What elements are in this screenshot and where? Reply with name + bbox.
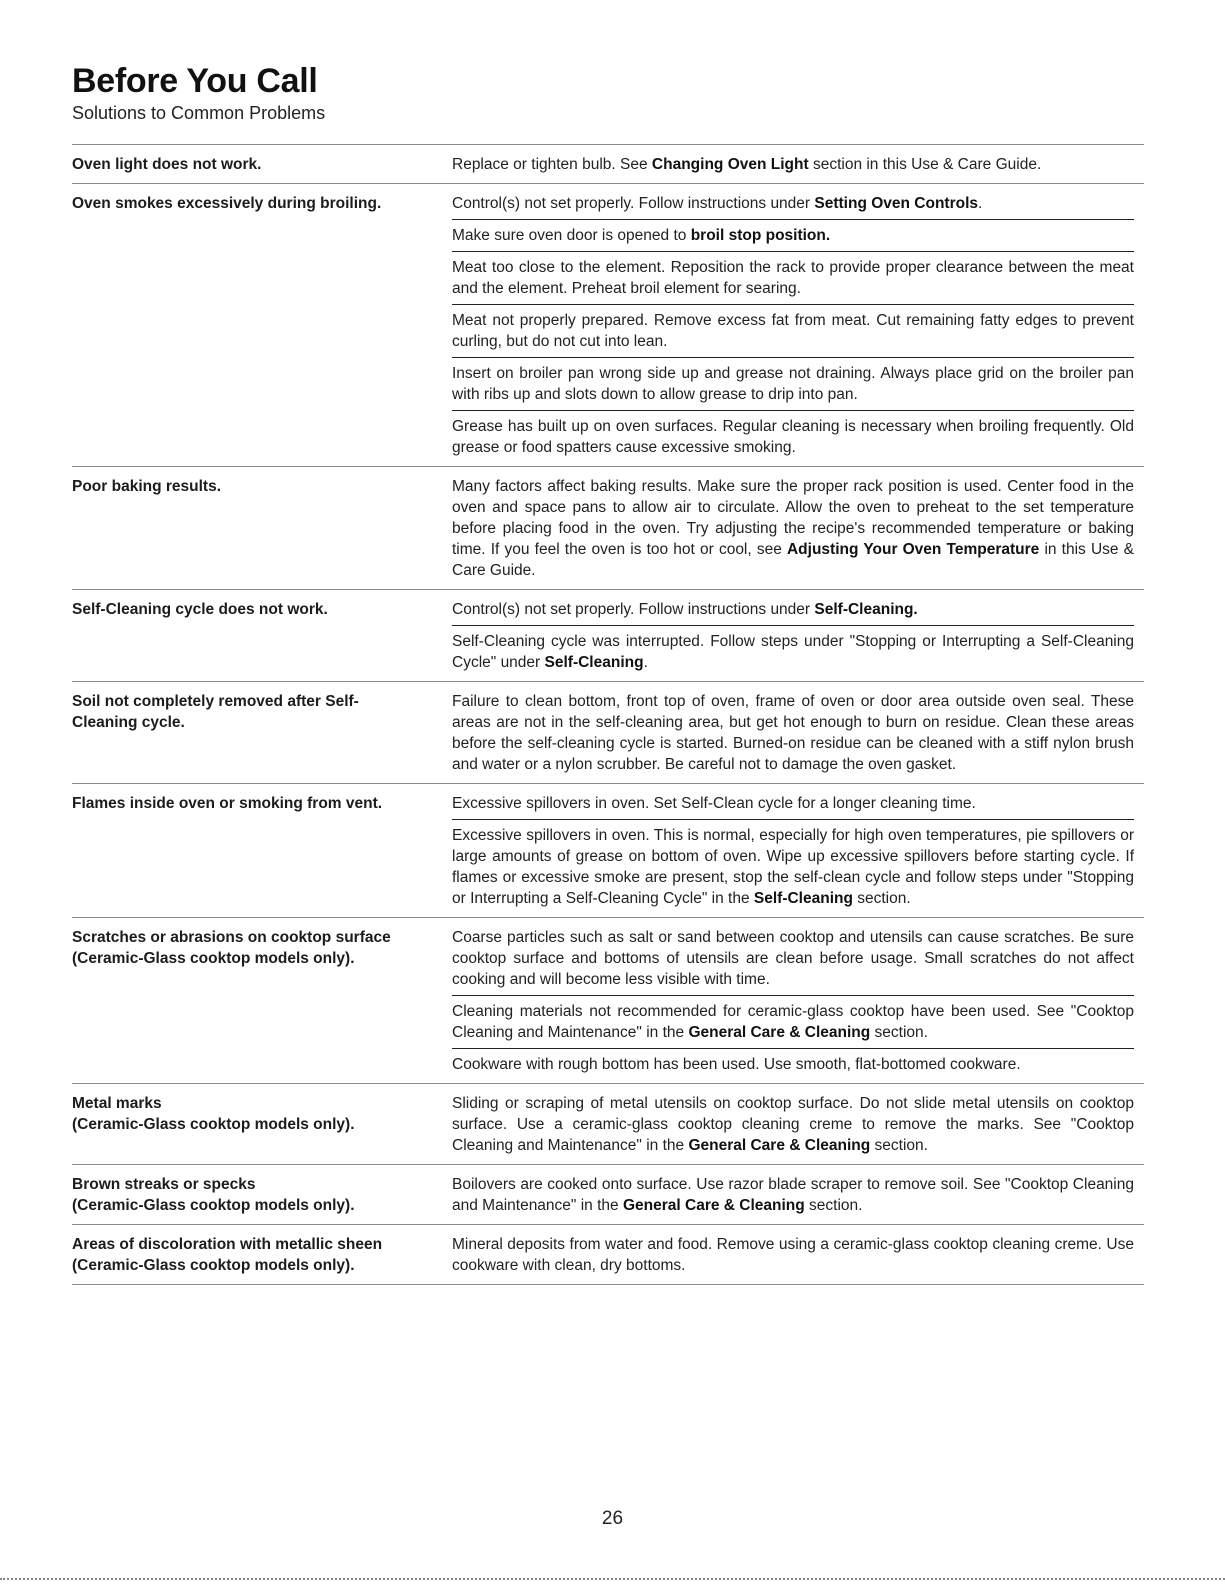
table-row	[72, 184, 1144, 467]
solution-segment: Failure to clean bottom, front top of oven, frame of oven or door area outside oven seal. These areas are not in the self-cleaning area, but get hot enough to burn on residue. Clean these areas before the self-cleaning cycle is started. Burned-on residue can be cleaned with a stiff nylon brush and water or a nylon scrubber. Be careful not to damage the oven gasket.	[452, 693, 1134, 773]
page-subtitle: Solutions to Common Problems	[72, 103, 326, 123]
solution-segment: Cleaning materials not recommended for ceramic-glass cooktop have been used. See "Cooktop Cleaning and Maintenance" in the	[452, 1003, 1134, 1041]
solution-text	[452, 476, 1134, 586]
page-content	[72, 62, 1144, 1285]
solution-text	[452, 793, 1134, 820]
solution-segment: Meat not properly prepared. Remove excess fat from meat. Cut remaining fatty edges to prevent curling, but do not cut into lean.	[452, 312, 1134, 350]
solution-segment: section.	[804, 1197, 863, 1214]
solution-text	[452, 1001, 1134, 1049]
problem-cell	[72, 599, 452, 678]
solution-text	[452, 927, 1134, 996]
problem-text: Oven light does not work.	[72, 156, 262, 173]
problem-cell	[72, 793, 452, 914]
solutions-cell	[452, 599, 1144, 678]
solution-segment: section.	[870, 1024, 928, 1041]
problem-text: (Ceramic-Glass cooktop models only).	[72, 1197, 355, 1214]
problem-text: Areas of discoloration with metallic sheen	[72, 1236, 383, 1253]
solution-segment: Mineral deposits from water and food. Remove using a ceramic-glass cooktop cleaning creme. Use cookware with clean, dry bottoms.	[452, 1236, 1134, 1274]
solution-text	[452, 691, 1134, 780]
problem-cell	[72, 1234, 452, 1281]
table-row	[72, 467, 1144, 590]
solution-segment: section.	[870, 1137, 928, 1154]
solutions-cell	[452, 1234, 1144, 1281]
problem-text: (Ceramic-Glass cooktop models only).	[72, 1257, 355, 1274]
solutions-cell	[452, 927, 1144, 1080]
solutions-cell	[452, 154, 1144, 180]
solutions-cell	[452, 793, 1144, 914]
solution-segment: Grease has built up on oven surfaces. Regular cleaning is necessary when broiling frequently. Old grease or food spatters cause excessive smoking.	[452, 418, 1134, 456]
solution-segment: Cookware with rough bottom has been used. Use smooth, flat-bottomed cookware.	[452, 1056, 1021, 1073]
solution-text	[452, 1054, 1134, 1080]
problem-cell	[72, 1174, 452, 1221]
solution-segment: Boilovers are cooked onto surface. Use razor blade scraper to remove soil. See "Cooktop Cleaning and Maintenance" in the	[452, 1176, 1134, 1214]
solutions-cell	[452, 1093, 1144, 1161]
table-row	[72, 590, 1144, 682]
solution-text	[452, 310, 1134, 358]
solution-segment: Meat too close to the element. Reposition the rack to provide proper clearance between the meat and the element. Preheat broil element for searing.	[452, 259, 1134, 297]
table-row	[72, 682, 1144, 784]
solution-segment: section.	[852, 890, 911, 907]
problem-cell	[72, 691, 452, 780]
problem-cell	[72, 1093, 452, 1161]
solution-text	[452, 825, 1134, 914]
solution-segment: Coarse particles such as salt or sand between cooktop and utensils can cause scratches. Be sure cooktop surface and bottoms of utensils are clean before usage. Small scratches do not affect cooking and will become less visible with time.	[452, 929, 1134, 988]
problem-cell	[72, 476, 452, 586]
solution-text	[452, 1093, 1134, 1161]
problem-text: Cleaning cycle.	[72, 714, 185, 731]
solution-reference: Self-Cleaning	[544, 654, 644, 671]
solution-segment: Insert on broiler pan wrong side up and grease not draining. Always place grid on the broiler pan with ribs up and slots down to allow grease to drip into pan.	[452, 365, 1134, 403]
solution-text	[452, 154, 1134, 180]
table-row	[72, 918, 1144, 1084]
problem-text: Poor baking results.	[72, 478, 222, 495]
solutions-cell	[452, 1174, 1144, 1221]
solution-reference: broil stop position.	[690, 227, 831, 244]
problem-text: Scratches or abrasions on cooktop surface	[72, 929, 391, 946]
solution-reference: General Care & Cleaning	[688, 1024, 871, 1041]
solution-segment: Self-Cleaning cycle was interrupted. Follow steps under "Stopping or Interrupting a Self-Cleaning Cycle" under	[452, 633, 1134, 671]
problem-text: Metal marks	[72, 1095, 162, 1112]
solution-segment: Replace or tighten bulb. See	[452, 156, 652, 173]
troubleshooting-table	[72, 144, 1144, 1285]
solutions-cell	[452, 691, 1144, 780]
table-row	[72, 1165, 1144, 1225]
problem-text: Brown streaks or specks	[72, 1176, 256, 1193]
solution-reference: Setting Oven Controls	[814, 195, 979, 212]
page-title: Before You Call	[72, 62, 318, 100]
solution-reference: Changing Oven Light	[651, 156, 809, 173]
solution-segment: Control(s) not set properly. Follow instructions under	[452, 195, 815, 212]
solution-reference: Self-Cleaning	[753, 890, 853, 907]
solution-reference: General Care & Cleaning	[688, 1137, 871, 1154]
problem-text: (Ceramic-Glass cooktop models only).	[72, 950, 355, 967]
solution-text	[452, 599, 1134, 626]
solution-text	[452, 631, 1134, 678]
solution-reference: Adjusting Your Oven Temperature	[786, 541, 1040, 558]
solution-segment: Many factors affect baking results. Make sure the proper rack position is used. Center food in the oven and space pans to allow air to circulate. Allow the oven to preheat to the set temperature before placing food in the oven. Try adjusting the recipe's recommended temperature or baking time. If you feel the oven is too hot or cool, see	[452, 478, 1134, 558]
solution-segment: Excessive spillovers in oven. Set Self-Clean cycle for a longer cleaning time.	[452, 795, 976, 812]
problem-cell	[72, 927, 452, 1080]
problem-text: (Ceramic-Glass cooktop models only).	[72, 1116, 355, 1133]
solution-segment: Make sure oven door is opened to	[452, 227, 691, 244]
table-row	[72, 784, 1144, 918]
solution-text	[452, 416, 1134, 463]
table-row	[72, 1225, 1144, 1285]
problem-text: Flames inside oven or smoking from vent.	[72, 795, 383, 812]
solution-text	[452, 257, 1134, 305]
problem-cell	[72, 154, 452, 180]
solution-text	[452, 1234, 1134, 1281]
solution-text	[452, 1174, 1134, 1221]
solution-reference: General Care & Cleaning	[622, 1197, 805, 1214]
problem-cell	[72, 193, 452, 463]
solution-text	[452, 225, 1134, 252]
page-number: 26	[601, 1508, 624, 1529]
solution-text	[452, 363, 1134, 411]
solution-segment: .	[978, 195, 983, 212]
problem-text: Soil not completely removed after Self-	[72, 693, 359, 710]
table-row	[72, 145, 1144, 184]
solution-segment: Sliding or scraping of metal utensils on cooktop surface. Do not slide metal utensils on cooktop surface. Use a ceramic-glass cooktop cleaning creme to remove the marks. See "Cooktop Cleaning and Maintenance" in the	[452, 1095, 1134, 1154]
page-edge-rule	[0, 1578, 1225, 1580]
problem-text: Oven smokes excessively during broiling.	[72, 195, 382, 212]
solution-segment: Excessive spillovers in oven. This is normal, especially for high oven temperatures, pie spillovers or large amounts of grease on bottom of oven. Wipe up excessive spillovers before starting cycle. If flames or excessive smoke are present, stop the self-clean cycle and follow steps under "Stopping or Interrupting a Self-Cleaning Cycle" in the	[452, 827, 1134, 907]
solutions-cell	[452, 476, 1144, 586]
solution-segment: Control(s) not set properly. Follow instructions under	[452, 601, 815, 618]
solution-segment: section in this Use & Care Guide.	[808, 156, 1042, 173]
problem-text: Self-Cleaning cycle does not work.	[72, 601, 328, 618]
solutions-cell	[452, 193, 1144, 463]
solution-segment: .	[643, 654, 648, 671]
solution-segment: in this Use & Care Guide.	[452, 541, 1134, 579]
solution-text	[452, 193, 1134, 220]
table-row	[72, 1084, 1144, 1165]
solution-reference: Self-Cleaning.	[814, 601, 918, 618]
